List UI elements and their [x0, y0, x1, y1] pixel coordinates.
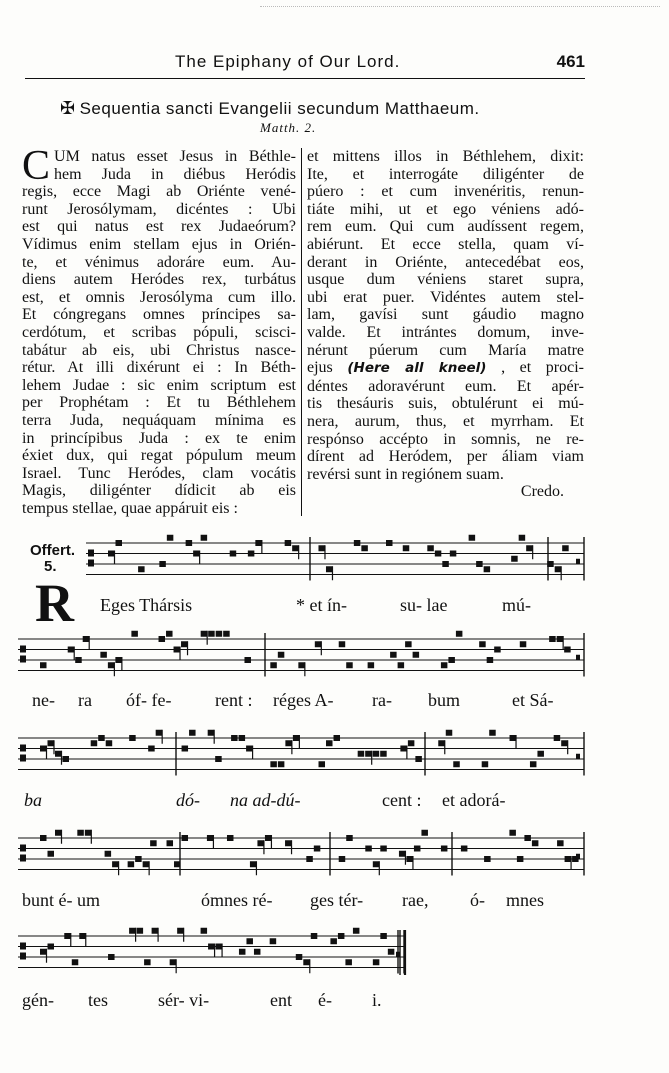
lyric-syllable: na ad-dú- — [230, 790, 301, 810]
neume — [150, 840, 157, 846]
gospel-line: nérunt púerum cum María matre — [307, 341, 584, 359]
neume — [83, 636, 90, 642]
neume — [208, 730, 215, 736]
clef-icon — [20, 943, 26, 950]
neume — [421, 830, 428, 836]
gospel-line: est, et omnis Jerosólyma cum illo. — [22, 288, 296, 306]
neume — [303, 959, 310, 965]
neume — [380, 751, 387, 757]
neume — [128, 861, 135, 867]
credo-instruction: Credo. — [520, 483, 564, 501]
neume — [346, 662, 353, 668]
neume — [246, 746, 253, 752]
gospel-line: diens autem Heródes rex, turbátus — [22, 271, 296, 289]
neume — [484, 856, 491, 862]
neume — [129, 735, 136, 741]
neume — [326, 740, 333, 746]
gospel-line: Israel. Tunc Heródes, clam vocátis — [22, 464, 296, 482]
neume — [244, 657, 251, 663]
neume — [116, 540, 123, 546]
neume — [555, 566, 562, 572]
neume — [55, 830, 62, 836]
neume — [520, 641, 527, 647]
neume — [40, 949, 47, 955]
clef-icon — [88, 560, 94, 567]
neume — [216, 944, 223, 950]
neume — [557, 840, 564, 846]
neume — [564, 647, 571, 653]
neume — [285, 540, 292, 546]
lyric-syllable: ó- — [470, 890, 485, 910]
lyric-syllable: ent — [270, 990, 292, 1010]
neume — [105, 851, 112, 857]
neume — [77, 830, 84, 836]
neume — [223, 631, 230, 637]
neume — [315, 641, 322, 647]
neume — [510, 735, 516, 741]
lyric-syllable: ómnes ré- — [201, 890, 273, 910]
neume — [441, 846, 448, 852]
lyric-syllable: bunt é- um — [22, 890, 100, 910]
lyric-syllable: * et ín- — [296, 595, 347, 615]
custos — [576, 854, 580, 859]
neume — [64, 933, 71, 939]
lyric-syllable: mú- — [502, 595, 531, 615]
neume — [435, 551, 442, 557]
gospel-line: lam, gavísi sunt gáudio magno — [307, 306, 584, 324]
neume — [201, 928, 208, 934]
gospel-line: revérsi sunt in regiónem suam. — [307, 465, 504, 483]
neume — [398, 662, 405, 668]
neume — [135, 856, 142, 862]
neume — [448, 657, 455, 663]
lyric-line — [0, 990, 669, 1014]
gospel-line: usque dum véniens staret supra, — [307, 271, 584, 289]
neume — [170, 959, 177, 965]
neume — [265, 835, 272, 841]
neume — [108, 662, 115, 668]
neume — [517, 856, 524, 862]
offertory-label: Offert. — [30, 542, 75, 559]
custos — [576, 754, 580, 759]
neume — [138, 566, 145, 572]
gospel-line: est qui natus est rex Judaeórum? — [22, 218, 296, 236]
neume — [365, 751, 372, 757]
neume — [427, 545, 434, 551]
gospel-line: hem Juda in diébus Heródis — [54, 165, 296, 183]
neume — [339, 856, 346, 862]
clef-icon — [20, 953, 26, 960]
neume — [441, 662, 448, 668]
gospel-line: ubi erat puer. Vidéntes autem stel- — [307, 288, 584, 306]
neume — [100, 652, 107, 658]
neume — [115, 657, 122, 663]
gospel-line: púero : et cum invenéritis, renun- — [307, 183, 584, 201]
neume — [476, 561, 483, 567]
neume — [373, 751, 380, 757]
lyric-syllable: ne- — [32, 690, 55, 710]
gospel-line: derant in Oriénte, antecedébat eos, — [307, 253, 584, 271]
neume — [112, 861, 119, 867]
neume — [380, 933, 387, 939]
drop-cap: C — [22, 143, 51, 189]
neume — [186, 540, 193, 546]
lyric-syllable: i. — [372, 990, 382, 1010]
neume — [365, 846, 372, 852]
lyric-line — [0, 690, 669, 714]
neume — [201, 535, 208, 541]
cross-icon: ✠ — [60, 98, 76, 118]
clef-icon — [20, 755, 26, 762]
neume — [182, 835, 189, 841]
neume — [319, 761, 326, 767]
lyric-syllable: Eges Thársis — [100, 595, 193, 615]
neume — [98, 735, 105, 741]
neume — [231, 735, 238, 741]
neume — [227, 835, 234, 841]
clef-icon — [20, 646, 26, 653]
neume — [208, 944, 215, 950]
neume — [278, 652, 285, 658]
clef-icon — [20, 656, 26, 663]
neume — [40, 835, 47, 841]
gospel-line: runt Jerosólymam, dicéntes : Ubi — [22, 200, 296, 218]
gospel-line: Vídimus enim stellam ejus in Orién- — [22, 235, 296, 253]
neume — [137, 928, 144, 934]
neume — [148, 746, 155, 752]
neume — [248, 551, 255, 557]
neume — [537, 751, 544, 757]
gospel-line: tis thesáuris suis, obtulérunt ei mú- — [307, 395, 584, 413]
neume — [562, 545, 569, 551]
neume — [353, 928, 360, 934]
neume — [108, 551, 115, 557]
lyric-syllable: rent : — [215, 690, 253, 710]
lyric-syllable: tes — [88, 990, 108, 1010]
clef-icon — [88, 550, 94, 557]
neume — [446, 730, 453, 736]
neume — [207, 835, 214, 841]
neume — [278, 761, 285, 767]
lyric-line — [0, 790, 669, 814]
clef-icon — [20, 845, 26, 852]
neume — [519, 535, 526, 541]
gospel-line: per Prophétam : Et tu Béthlehem — [22, 394, 296, 412]
neume — [48, 740, 55, 746]
gospel-line: in princípibus Juda : ex te enim — [22, 429, 296, 447]
gospel-line: terra Juda, nequáquam mínima es — [22, 411, 296, 429]
gospel-line: lehem Judae : sic enim scriptum est — [22, 376, 296, 394]
neume — [561, 740, 568, 746]
neume — [361, 545, 368, 551]
neume — [386, 540, 393, 546]
neume — [181, 641, 188, 647]
lyric-syllable: réges A- — [273, 690, 334, 710]
gospel-line: éxiet dux, qui regat pópulum meum — [22, 447, 296, 465]
chant-initial: R — [35, 573, 74, 633]
neume — [530, 761, 537, 767]
gospel-heading-text: Sequentia sancti Evangelii secundum Matthaeum. — [79, 99, 480, 118]
neume — [461, 846, 468, 852]
gospel-line: nera, aurum, thus, et myrrham. Et — [307, 412, 584, 430]
neume — [414, 846, 421, 852]
gospel-line: Magis, diligénter dídicit ab eis — [22, 482, 296, 500]
custos — [576, 655, 580, 660]
neume — [296, 954, 303, 960]
neume — [482, 761, 489, 767]
neume — [239, 949, 246, 955]
neume — [40, 662, 47, 668]
gospel-line: rem eum. Qui cum audíssent regem, — [307, 218, 584, 236]
gospel-line: regis, ecce Magi ab Oriénte vené- — [22, 183, 296, 201]
neume — [292, 545, 299, 551]
neume — [182, 746, 189, 752]
neume — [554, 735, 561, 741]
neume — [358, 751, 365, 757]
neume — [40, 746, 47, 752]
neume — [68, 647, 75, 653]
neume — [405, 641, 412, 647]
neume — [159, 561, 166, 567]
neume — [390, 652, 397, 658]
lyric-syllable: ra — [78, 690, 92, 710]
neume — [189, 730, 196, 736]
neume — [246, 938, 253, 944]
neume — [403, 545, 410, 551]
neume — [215, 756, 222, 762]
neume — [270, 938, 277, 944]
lyric-syllable: et Sá- — [512, 690, 554, 710]
neume — [108, 954, 115, 960]
lyric-syllable: ba — [24, 790, 42, 810]
gospel-line: cerdótum, et scribas pópuli, scisci- — [22, 323, 296, 341]
lyric-syllable: bum — [428, 690, 461, 710]
neume — [557, 636, 564, 642]
lyric-line — [0, 890, 669, 914]
neume — [156, 730, 163, 736]
neume — [406, 856, 413, 862]
offertory-mode: 5. — [44, 558, 57, 575]
gospel-line: rétur. At illi dixérunt ei : In Béth- — [22, 359, 296, 377]
neume — [201, 631, 208, 637]
neume — [285, 740, 292, 746]
neume — [345, 959, 352, 965]
neume — [270, 761, 277, 767]
neume — [167, 535, 174, 541]
neume — [48, 944, 55, 950]
neume — [314, 846, 321, 852]
gospel-line: te, et vénimus adoráre eum. Au- — [22, 253, 296, 271]
gospel-line: dírent ad Heródem, per áliam viam — [307, 448, 584, 466]
gospel-line: et mittens illos in Béthlehem, dixit: — [307, 148, 584, 165]
neume — [354, 540, 361, 546]
neume — [239, 735, 246, 741]
clef-icon — [20, 855, 26, 862]
neume — [509, 830, 516, 836]
neume — [456, 631, 463, 637]
neume — [48, 851, 55, 857]
gospel-line: respónso accépto in somnis, ne re- — [307, 430, 584, 448]
neume — [85, 830, 92, 836]
neume — [152, 928, 159, 934]
neume — [339, 641, 346, 647]
neume — [438, 740, 445, 746]
neume — [524, 835, 531, 841]
lyric-syllable: cent : — [382, 790, 422, 810]
lyric-syllable: dó- — [176, 790, 200, 810]
neume — [255, 540, 262, 546]
lyric-syllable: ges tér- — [310, 890, 364, 910]
gospel-line: UM natus esset Jesus in Béthle- — [54, 148, 296, 165]
neume — [469, 535, 476, 541]
neume — [72, 959, 79, 965]
gospel-line: ejus (Here all kneel) , et proci- — [307, 359, 584, 377]
neume — [177, 928, 184, 934]
neume — [549, 636, 556, 642]
neume — [285, 840, 292, 846]
neume — [484, 566, 491, 572]
gospel-line: Ite, et interrogáte diligénter de — [307, 165, 584, 183]
neume — [144, 959, 151, 965]
neume — [399, 851, 406, 857]
neume — [453, 761, 460, 767]
neume — [400, 746, 407, 752]
neume — [166, 631, 173, 637]
neume — [318, 545, 325, 551]
neume — [408, 740, 415, 746]
neume — [131, 631, 138, 637]
neume — [306, 856, 313, 862]
neume — [55, 751, 62, 757]
neume — [293, 735, 300, 741]
neume — [91, 740, 98, 746]
neume — [450, 551, 457, 557]
neume — [63, 756, 70, 762]
gospel-line: Et cóngregans omnes príncipes sa- — [22, 306, 296, 324]
neume — [388, 949, 395, 955]
lyric-syllable: et adorá- — [442, 790, 506, 810]
gospel-line: déntes adoravérunt eum. Et apér- — [307, 377, 584, 395]
neume — [565, 856, 572, 862]
neume — [174, 647, 181, 653]
neume — [338, 933, 345, 939]
lyric-syllable: mnes — [506, 890, 544, 910]
neume — [270, 662, 277, 668]
lyric-syllable: ra- — [372, 690, 392, 710]
neume — [254, 949, 261, 955]
neume — [208, 631, 215, 637]
neume — [487, 657, 494, 663]
page-number: 461 — [556, 52, 585, 71]
neume — [79, 933, 86, 939]
neume — [250, 861, 257, 867]
rubric-kneel: (Here all kneel) — [347, 360, 487, 377]
neume — [330, 938, 337, 944]
neume — [489, 730, 496, 736]
custos — [576, 559, 580, 564]
neume — [368, 662, 375, 668]
neume — [526, 545, 533, 551]
lyric-syllable: óf- fe- — [126, 690, 172, 710]
lyric-syllable: rae, — [402, 890, 429, 910]
lyric-syllable: gén- — [22, 990, 54, 1010]
gospel-line: tiáte mihi, ut et ego véniens adó- — [307, 200, 584, 218]
neume — [311, 933, 318, 939]
running-title: The Epiphany of Our Lord. — [175, 52, 401, 71]
neume — [413, 652, 420, 658]
neume — [415, 756, 422, 762]
neume — [373, 861, 380, 867]
neume — [511, 556, 518, 562]
neume — [298, 662, 305, 668]
neume — [75, 657, 82, 663]
neume — [159, 636, 166, 642]
clef-icon — [20, 745, 26, 752]
neume — [257, 840, 264, 846]
neume — [373, 959, 380, 965]
gospel-line: tabátur ab eis, ubi Christus nasce- — [22, 341, 296, 359]
neume — [129, 928, 136, 934]
lyric-syllable: sér- vi- — [158, 990, 210, 1010]
neume — [346, 835, 353, 841]
neume — [442, 561, 449, 567]
neume — [532, 840, 539, 846]
neume — [479, 641, 486, 647]
gospel-line: tempus stellae, quae appáruit eis : — [22, 499, 238, 517]
neume — [494, 647, 501, 653]
neume — [106, 740, 113, 746]
neume — [334, 735, 341, 741]
neume — [143, 861, 150, 867]
gospel-line: valde. Et intrántes domum, inve- — [307, 323, 584, 341]
lyric-syllable: é- — [318, 990, 332, 1010]
gospel-line: abiérunt. Et ecce stella, quam ví- — [307, 235, 584, 253]
neume — [230, 551, 237, 557]
neume — [193, 551, 200, 557]
neume — [380, 846, 387, 852]
lyric-syllable: su- lae — [400, 595, 448, 615]
neume — [216, 631, 223, 637]
neume — [326, 566, 333, 572]
lyric-line — [0, 595, 669, 619]
gospel-citation: Matth. 2. — [260, 120, 317, 135]
neume — [167, 840, 174, 846]
